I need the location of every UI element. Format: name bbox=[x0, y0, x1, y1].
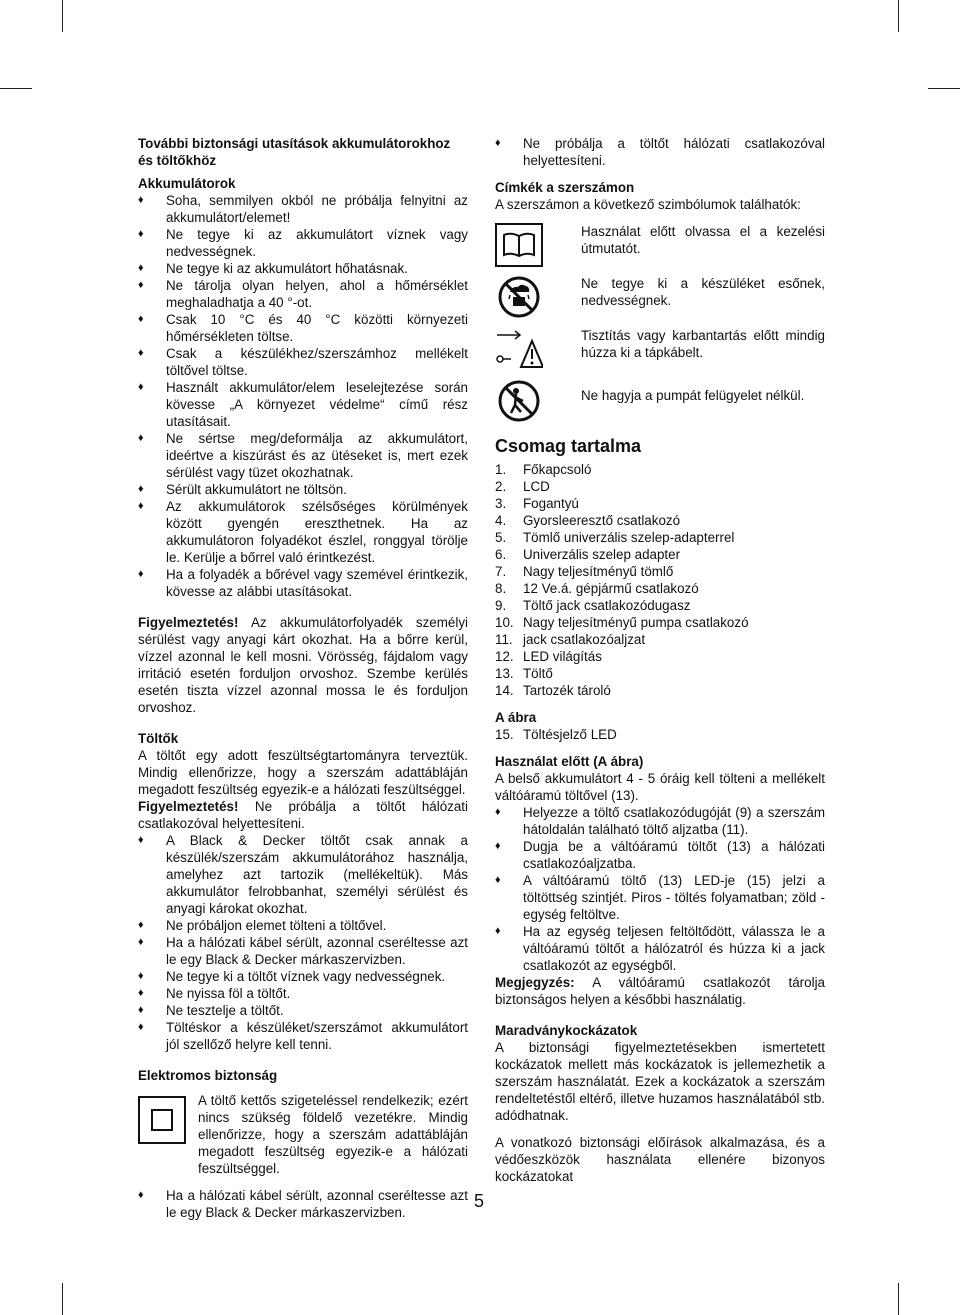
double-insulation-block bbox=[138, 1092, 468, 1177]
list-item: 13. Töltő bbox=[495, 666, 553, 681]
note-text: A váltóáramú csatlakozót tárolja biztonságos helyen a későbbi használatig. bbox=[495, 975, 825, 1007]
residual-risks-heading: Maradványkockázatok bbox=[495, 1023, 638, 1038]
crop-mark bbox=[0, 88, 32, 89]
no-unattended-icon bbox=[495, 379, 543, 423]
list-item: 11. jack csatlakozóaljzat bbox=[495, 632, 646, 647]
note-label: Megjegyzés: bbox=[495, 975, 575, 990]
symbol-text: Ne tegye ki a készüléket esőnek, nedvességnek. bbox=[581, 276, 825, 308]
right-column bbox=[495, 135, 825, 1185]
list-item: ♦ Csak 10 °C és 40 °C közötti környezeti hőmérsékleten töltse. bbox=[138, 311, 468, 345]
list-item: ♦ Ne tárolja olyan helyen, ahol a hőmérséklet meghaladhatja a 40 °-ot. bbox=[138, 277, 468, 311]
note bbox=[495, 974, 825, 1008]
list-item: ♦ Ne tegye ki az akkumulátort víznek vagy nedvességnek. bbox=[138, 226, 468, 260]
list-item: ♦ Használt akkumulátor/elem leselejtezése során kövesse „A környezet védelme“ című rész utasításait. bbox=[138, 379, 468, 430]
list-item: ♦ Dugja be a váltóáramú töltőt (13) a hálózati csatlakozóaljzatba. bbox=[495, 838, 825, 872]
list-item: ♦ Ha az egység teljesen feltöltődött, válassza le a váltóáramú töltőt a hálózatról és húzza ki a jack csatlakozót az egységből. bbox=[495, 923, 825, 974]
chargers-intro: A töltőt egy adott feszültségtartományra terveztük. Mindig ellenőrizze, hogy a szerszám adattábláján megadott feszültség egyezik-e a hálózati feszültséggel. bbox=[138, 748, 468, 797]
list-item: ♦ Ne tegye ki a töltőt víznek vagy nedvességnek. bbox=[138, 968, 468, 985]
symbol-row bbox=[495, 223, 825, 267]
double-insulation-text: A töltő kettős szigeteléssel rendelkezik; ezért nincs szükség földelő vezetékre. Mindig ellenőrizze, hogy a szerszám adattábláján megadott feszültség egyezik-e a hálózati feszültséggel. bbox=[198, 1093, 468, 1176]
chargers-list bbox=[138, 832, 468, 1053]
chargers-heading: Töltők bbox=[138, 731, 179, 746]
list-item: 4. Gyorsleeresztő csatlakozó bbox=[495, 513, 681, 528]
battery-warning bbox=[138, 614, 468, 716]
list-item: ♦ Sérült akkumulátort ne töltsön. bbox=[138, 481, 468, 498]
list-item: ♦ A váltóáramú töltő (13) LED-je (15) jelzi a töltöttség szintjét. Piros - töltés folyamatban; zöld - egység feltöltve. bbox=[495, 872, 825, 923]
list-item: ♦ Ne nyissa föl a töltőt. bbox=[138, 985, 468, 1002]
list-item: ♦ Ha a hálózati kábel sérült, azonnal cseréltesse azt le egy Black & Decker márkaszervizben. bbox=[138, 934, 468, 968]
list-item: 5. Tömlő univerzális szelep-adapterrel bbox=[495, 530, 735, 545]
electrical-list bbox=[138, 1187, 468, 1221]
before-use-intro: A belső akkumulátort 4 - 5 óráig kell tölteni a mellékelt váltóáramú töltővel (13). bbox=[495, 771, 825, 803]
symbol-row bbox=[495, 275, 825, 319]
package-contents-list bbox=[495, 461, 825, 699]
list-item: ♦ Ne sértse meg/deformálja az akkumulátort, ideértve a kiszúrást és az ütéseket is, mert ezek sérülést vagy tüzet okozhatnak. bbox=[138, 430, 468, 481]
list-item: 8. 12 Ve.á. gépjármű csatlakozó bbox=[495, 581, 699, 596]
before-use-heading: Használat előtt (A ábra) bbox=[495, 754, 644, 769]
left-column bbox=[138, 135, 468, 1221]
warning-text: Az akkumulátorfolyadék személyi sérülést vagy anyagi kárt okozhat. Ha a bőrre kerül, vízzel azonnal le kell mosni. Vörösség, fájdalom vagy irritáció esetén forduljon orvoshoz. Szembe kerülés esetén tiszta vízzel azonnal mossa le és forduljon orvoshoz. bbox=[138, 615, 468, 715]
battery-list bbox=[138, 192, 468, 600]
list-item: ♦ Helyezze a töltő csatlakozódugóját (9) a szerszám hátoldalán található töltő aljzatba (11). bbox=[495, 804, 825, 838]
unplug-warning-icon bbox=[495, 327, 543, 371]
list-item: 1. Főkapcsoló bbox=[495, 462, 592, 477]
list-item: ♦ Soha, semmilyen okból ne próbálja felnyitni az akkumulátort/elemet! bbox=[138, 192, 468, 226]
list-item: 6. Univerzális szelep adapter bbox=[495, 547, 681, 562]
chargers-warning bbox=[138, 798, 468, 832]
continued-list bbox=[495, 135, 825, 169]
list-item: 10. Nagy teljesítményű pumpa csatlakozó bbox=[495, 615, 749, 630]
list-item: ♦ Ne próbáljon elemet tölteni a töltővel. bbox=[138, 917, 468, 934]
list-item: ♦ Ha a folyadék a bőrével vagy szemével érintkezik, kövesse az alábbi utasításokat. bbox=[138, 566, 468, 600]
list-item: 3. Fogantyú bbox=[495, 496, 579, 511]
warning-text: Ne próbálja a töltőt hálózati csatlakozóval helyettesíteni. bbox=[138, 799, 468, 831]
crop-mark bbox=[898, 0, 899, 32]
list-item: 15. Töltésjelző LED bbox=[495, 727, 617, 742]
figure-a-heading: A ábra bbox=[495, 710, 537, 725]
residual-risks-paragraph: A vonatkozó biztonsági előírások alkalmazása, és a védőeszközök használata ellenére bizonyos kockázatokat bbox=[495, 1135, 825, 1184]
crop-mark bbox=[928, 88, 960, 89]
symbol-text: Használat előtt olvassa el a kezelési útmutatót. bbox=[581, 224, 825, 256]
crop-mark bbox=[62, 1283, 63, 1315]
list-item: 9. Töltő jack csatlakozódugasz bbox=[495, 598, 691, 613]
manual-book-icon bbox=[495, 223, 543, 267]
figure-a-list bbox=[495, 726, 825, 743]
battery-heading: Akkumulátorok bbox=[138, 176, 236, 191]
safety-title: További biztonsági utasítások akkumulátorokhoz és töltőkhöz bbox=[138, 136, 451, 168]
symbol-row bbox=[495, 379, 825, 423]
list-item: ♦ Ne tesztelje a töltőt. bbox=[138, 1002, 468, 1019]
list-item: 14. Tartozék tároló bbox=[495, 683, 611, 698]
page-number: 5 bbox=[474, 1191, 485, 1211]
symbol-text: Tisztítás vagy karbantartás előtt mindig húzza ki a tápkábelt. bbox=[581, 328, 825, 360]
list-item: ♦ A Black & Decker töltőt csak annak a készülék/szerszám akkumulátorához használja, amelyhez azt tartozik (mellékeltük). Más akkumulátor felrobbanhat, személyi sérülést és anyagi károkat okozhat. bbox=[138, 832, 468, 917]
double-insulation-icon bbox=[138, 1096, 186, 1144]
list-item: ♦ Csak a készülékhez/szerszámhoz mellékelt töltővel töltse. bbox=[138, 345, 468, 379]
list-item: 7. Nagy teljesítményű tömlő bbox=[495, 564, 674, 579]
symbol-text: Ne hagyja a pumpát felügyelet nélkül. bbox=[581, 388, 805, 403]
no-rain-icon bbox=[495, 275, 543, 319]
labels-heading: Címkék a szerszámon bbox=[495, 180, 635, 195]
residual-risks-paragraph: A biztonsági figyelmeztetésekben ismertetett kockázatok mellett más kockázatok is jellemezhetik a szerszám használatát. Ezek a kockázatok a szerszám rendeltetéstől eltérő, illetve huzamos használatából stb. adódhatnak. bbox=[495, 1040, 825, 1123]
before-use-list bbox=[495, 804, 825, 974]
list-item: ♦ Ha a hálózati kábel sérült, azonnal cseréltesse azt le egy Black & Decker márkaszervizben. bbox=[138, 1187, 468, 1221]
warning-label: Figyelmeztetés! bbox=[138, 615, 239, 630]
package-contents-heading: Csomag tartalma bbox=[495, 436, 642, 456]
crop-mark bbox=[898, 1283, 899, 1315]
list-item: ♦ Az akkumulátorok szélsőséges körülmények között gyengén ereszthetnek. Ha az akkumulátoron folyadékot észlel, ronggyal törölje le. Kerülje a bőrrel való érintkezést. bbox=[138, 498, 468, 566]
crop-mark bbox=[62, 0, 63, 32]
symbol-row bbox=[495, 327, 825, 371]
electrical-safety-heading: Elektromos biztonság bbox=[138, 1068, 278, 1083]
list-item: ♦ Töltéskor a készüléket/szerszámot akkumulátort jól szellőző helyre kell tenni. bbox=[138, 1019, 468, 1053]
list-item: 2. LCD bbox=[495, 479, 550, 494]
warning-label: Figyelmeztetés! bbox=[138, 799, 239, 814]
list-item: ♦ Ne tegye ki az akkumulátort hőhatásnak. bbox=[138, 260, 468, 277]
labels-intro: A szerszámon a következő szimbólumok találhatók: bbox=[495, 197, 801, 212]
list-item: ♦ Ne próbálja a töltőt hálózati csatlakozóval helyettesíteni. bbox=[495, 135, 825, 169]
list-item: 12. LED világítás bbox=[495, 649, 602, 664]
